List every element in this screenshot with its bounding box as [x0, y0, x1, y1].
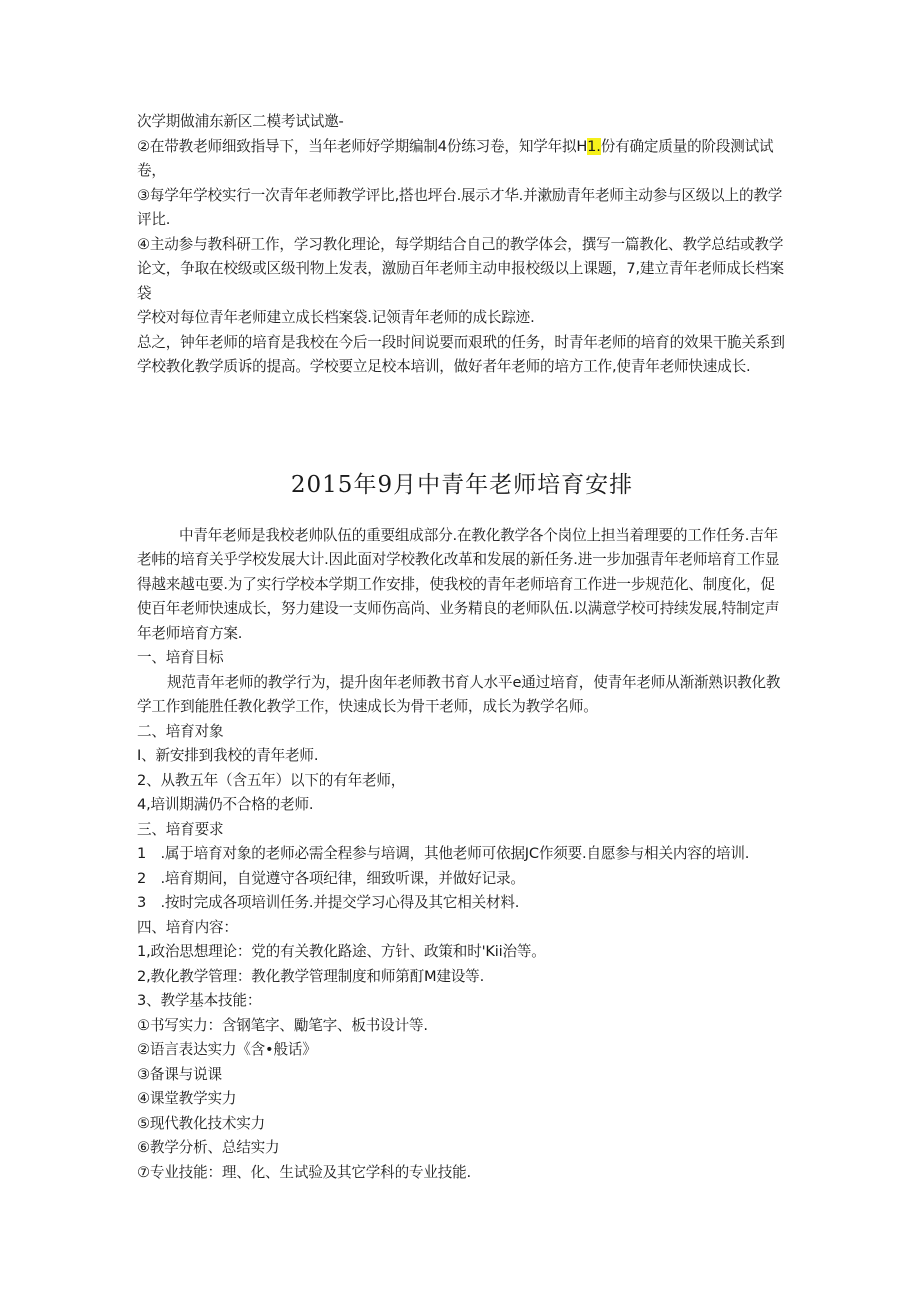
document-title: 2015年9月中青年老师培育安排: [290, 471, 634, 498]
previous-section-continuation: [137, 110, 787, 380]
item-2-suffix: 份有确定质量的阶段测试试卷，: [137, 137, 774, 179]
archive-line: 学校对每位青年老师建立成长档案袋.记领青年老师的成长踪迹.: [137, 309, 535, 326]
document-page: [137, 110, 787, 1185]
section-2-item: 4,培训期满仍不合格的老师.: [137, 796, 314, 813]
section-3-heading: 三、培育要求: [137, 820, 224, 838]
section-2-item: 2、从教五年（含五年）以下的有年老师，: [137, 771, 406, 789]
section-4-item: 1,政治思想理论：党的有关教化路途、方针、政策和时'Kii治等。: [137, 943, 546, 960]
section-4-item: ②语言表达实力《含•般话》: [137, 1041, 317, 1058]
section-4-item: ③备课与说课: [137, 1065, 222, 1083]
section-2-heading: 二、培育对象: [137, 722, 224, 740]
section-3-item: 3 .按时完成各项培训任务.并提交学习心得及其它相关材料.: [137, 894, 520, 911]
item-2-prefix: ②在带教老师细致指导下，当年老师妤学期编制4份练习卷，知学年拟H: [137, 137, 588, 155]
highlighted-text: 1.: [587, 137, 601, 155]
list-item-4: ④主动参与教科研工作，学习教化理论，每学期结合自己的教学体会，撰写一篇教化、教学总结或教学论文，争取在校级或区级刊物上发表，激励百年老师主动申报校级以上课题，7,建立青年老师成长档案袋: [137, 235, 784, 302]
text-line: 次学期做浦东新区二模考试试邀-: [137, 113, 344, 130]
section-4-item: ⑦专业技能：理、化、生试验及其它学科的专业技能.: [137, 1163, 471, 1181]
section-4-heading: 四、培育内容：: [137, 918, 238, 936]
section-3-item: 1 .属于培育对象的老师必需全程参与培调，其他老师可依据JC作须要.自愿参与相关内容的培训.: [137, 845, 750, 862]
section-2-item: I、新安排到我校的青年老师.: [137, 747, 319, 764]
section-1-heading: 一、培育目标: [137, 649, 224, 666]
section-4-item: ①书写实力：含钢笔字、勵笔字、板书设计等.: [137, 1016, 428, 1034]
summary-paragraph: 总之，钟年老师的培育是我校在今后一段时间说要而艰玳的任务，时青年老师的培育的效果干脆关系到学校教化教学质诉的提高。学校要立足校本培训，做好者年老师的培方工作,使青年老师快速成长.: [137, 333, 785, 375]
list-item-2: [137, 135, 787, 184]
section-4-item: ⑤现代教化技术实力: [137, 1114, 266, 1132]
section-3-item: 2 .培育期间，自觉遵守各项纪律，细致听课，并做好记录。: [137, 869, 525, 887]
intro-paragraph: 中青年老师是我校老帅队伍的重要组成部分.在教化教学各个岗位上担当着理要的工作任务.吉年老帏的培育关乎学校发展大计.因此面对学校教化改革和发展的新任务.进一步加强青年老师培育工作显得越来越屯要.为了实行学校本学期工作安排，使我校的青年老师培育工作进一步规范化、制度化，促使百年老师快速成长，努力建设一支师伤高尚、业务精良的老师队伍.以满意学校可持续发展,特制定声年老师培育方案.: [137, 526, 780, 642]
section-4-item: 2,教化教学管理：教化教学管理制度和师第酊M建设等.: [137, 967, 485, 985]
section-4-item: 3、教学基本技能：: [137, 992, 262, 1009]
list-item-3: ③每学年学校实行一次青年老师教学评比,搭也坪台.展示才华.并漱励青年老师主动参与区级以上的教学评比.: [137, 186, 783, 228]
section-4-item: ⑥教学分析、总结实力: [137, 1139, 280, 1156]
plan-body: [137, 524, 787, 1186]
section-4-item: ④课堂教学实力: [137, 1090, 237, 1107]
section-1-body: 规范青年老师的教学行为，提升囱年老师教书育人水平e通过培育，使青年老师从渐渐熟识教化教学工作到能胜任教化教学工作，快速成长为骨干老师，成长为教学名师。: [137, 673, 781, 715]
